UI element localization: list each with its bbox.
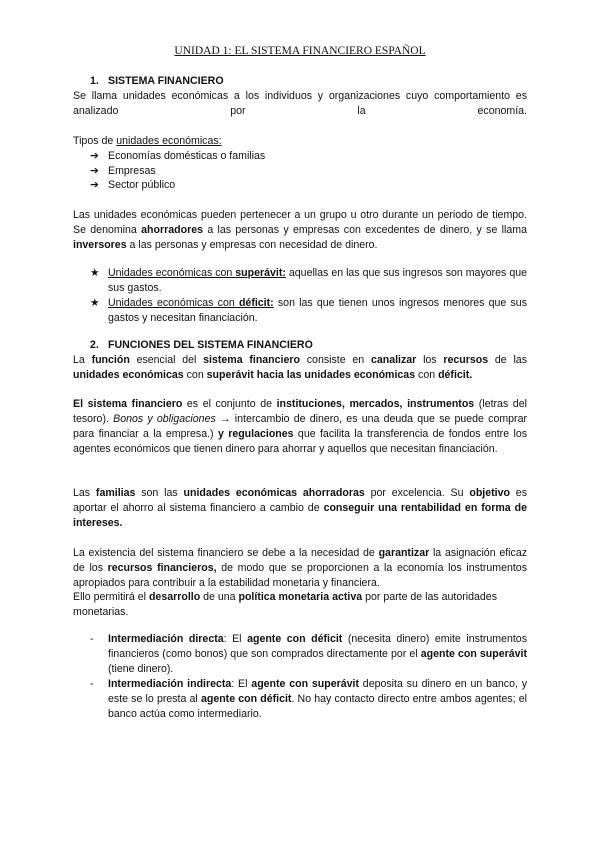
list-item: ➔ Sector público: [90, 179, 176, 191]
intro-paragraph: Se llama unidades económicas a los individuos y organizaciones cuyo comportamiento es analizado por la economía.: [73, 90, 527, 117]
section-title: SISTEMA FINANCIERO: [108, 75, 224, 87]
document-title: UNIDAD 1: EL SISTEMA FINANCIERO ESPAÑOL: [174, 45, 426, 57]
tipos-label: Tipos de unidades económicas:: [73, 135, 222, 147]
star-bullet-icon: ★: [90, 267, 100, 279]
list-item: ➔ Empresas: [90, 165, 156, 177]
list-item: ➔ Economías domésticas o familias: [90, 150, 266, 162]
arrow-bullet-icon: ➔: [90, 150, 99, 162]
section-title: FUNCIONES DEL SISTEMA FINANCIERO: [108, 339, 313, 351]
dash-bullet-icon: -: [90, 678, 94, 690]
funcion-paragraph: La función esencial del sistema financiero consiste en canalizar los recursos de las unidades económicas con superávit hacia las unidades económicas con déficit.: [73, 354, 527, 381]
existencia-paragraph: La existencia del sistema financiero se debe a la necesidad de garantizar la asignación eficaz de los recursos financieros, de modo que se proporcionen a la economía los instrumentos apropiados para contribuir a la estabilidad monetaria y financiera.: [73, 547, 528, 589]
section-2-heading: [90, 338, 313, 353]
section-1-heading: [90, 74, 224, 89]
list-item-intermediacion-indirecta: - Intermediación indirecta: El agente con superávit deposita su dinero en un banco, y este se lo presta al agente con déficit. No hay contacto directo entre ambos agentes; el banco actúa como intermediario.: [90, 678, 528, 720]
unidades-economicas-link-text: unidades económicas:: [116, 135, 222, 147]
list-item-deficit: ★ Unidades económicas con déficit: son las que tienen unos ingresos menores que sus gastos y necesitan financiación.: [90, 297, 527, 324]
dash-bullet-icon: -: [90, 633, 94, 645]
ahorradores-inversores-paragraph: Las unidades económicas pueden pertenecer a un grupo u otro durante un periodo de tiempo. Se denomina ahorradores a las personas y empresas con excedentes de dinero, y se llama inversores a las personas y empresas con necesidad de dinero.: [73, 209, 528, 251]
politica-monetaria-paragraph: Ello permitirá el desarrollo de una política monetaria activa por parte de las autoridades monetarias.: [73, 591, 497, 618]
list-item-intermediacion-directa: - Intermediación directa: El agente con déficit (necesita dinero) emite instrumentos financieros (como bonos) que son comprados directamente por el agente con superávit (tiene dinero).: [90, 633, 527, 675]
arrow-bullet-icon: ➔: [90, 179, 99, 191]
arrow-bullet-icon: ➔: [90, 165, 99, 177]
section-number: 1.: [90, 75, 99, 87]
list-item-superavit: ★ Unidades económicas con superávit: aquellas en las que sus ingresos son mayores que sus gastos.: [90, 267, 528, 294]
section-number: 2.: [90, 339, 99, 351]
familias-paragraph: Las familias son las unidades económicas ahorradoras por excelencia. Su objetivo es aportar el ahorro al sistema financiero a cambio de conseguir una rentabilidad en forma de intereses.: [73, 487, 528, 529]
definicion-paragraph: El sistema financiero es el conjunto de instituciones, mercados, instrumentos (letras del tesoro). Bonos y obligaciones → intercambio de dinero, es una deuda que se puede comprar para financiar a la empresa.) y regulaciones que facilita la transferencia de fondos entre los agentes económicos que tienen dinero para ahorrar y aquellos que necesitan financiación.: [73, 398, 528, 455]
star-bullet-icon: ★: [90, 297, 100, 309]
